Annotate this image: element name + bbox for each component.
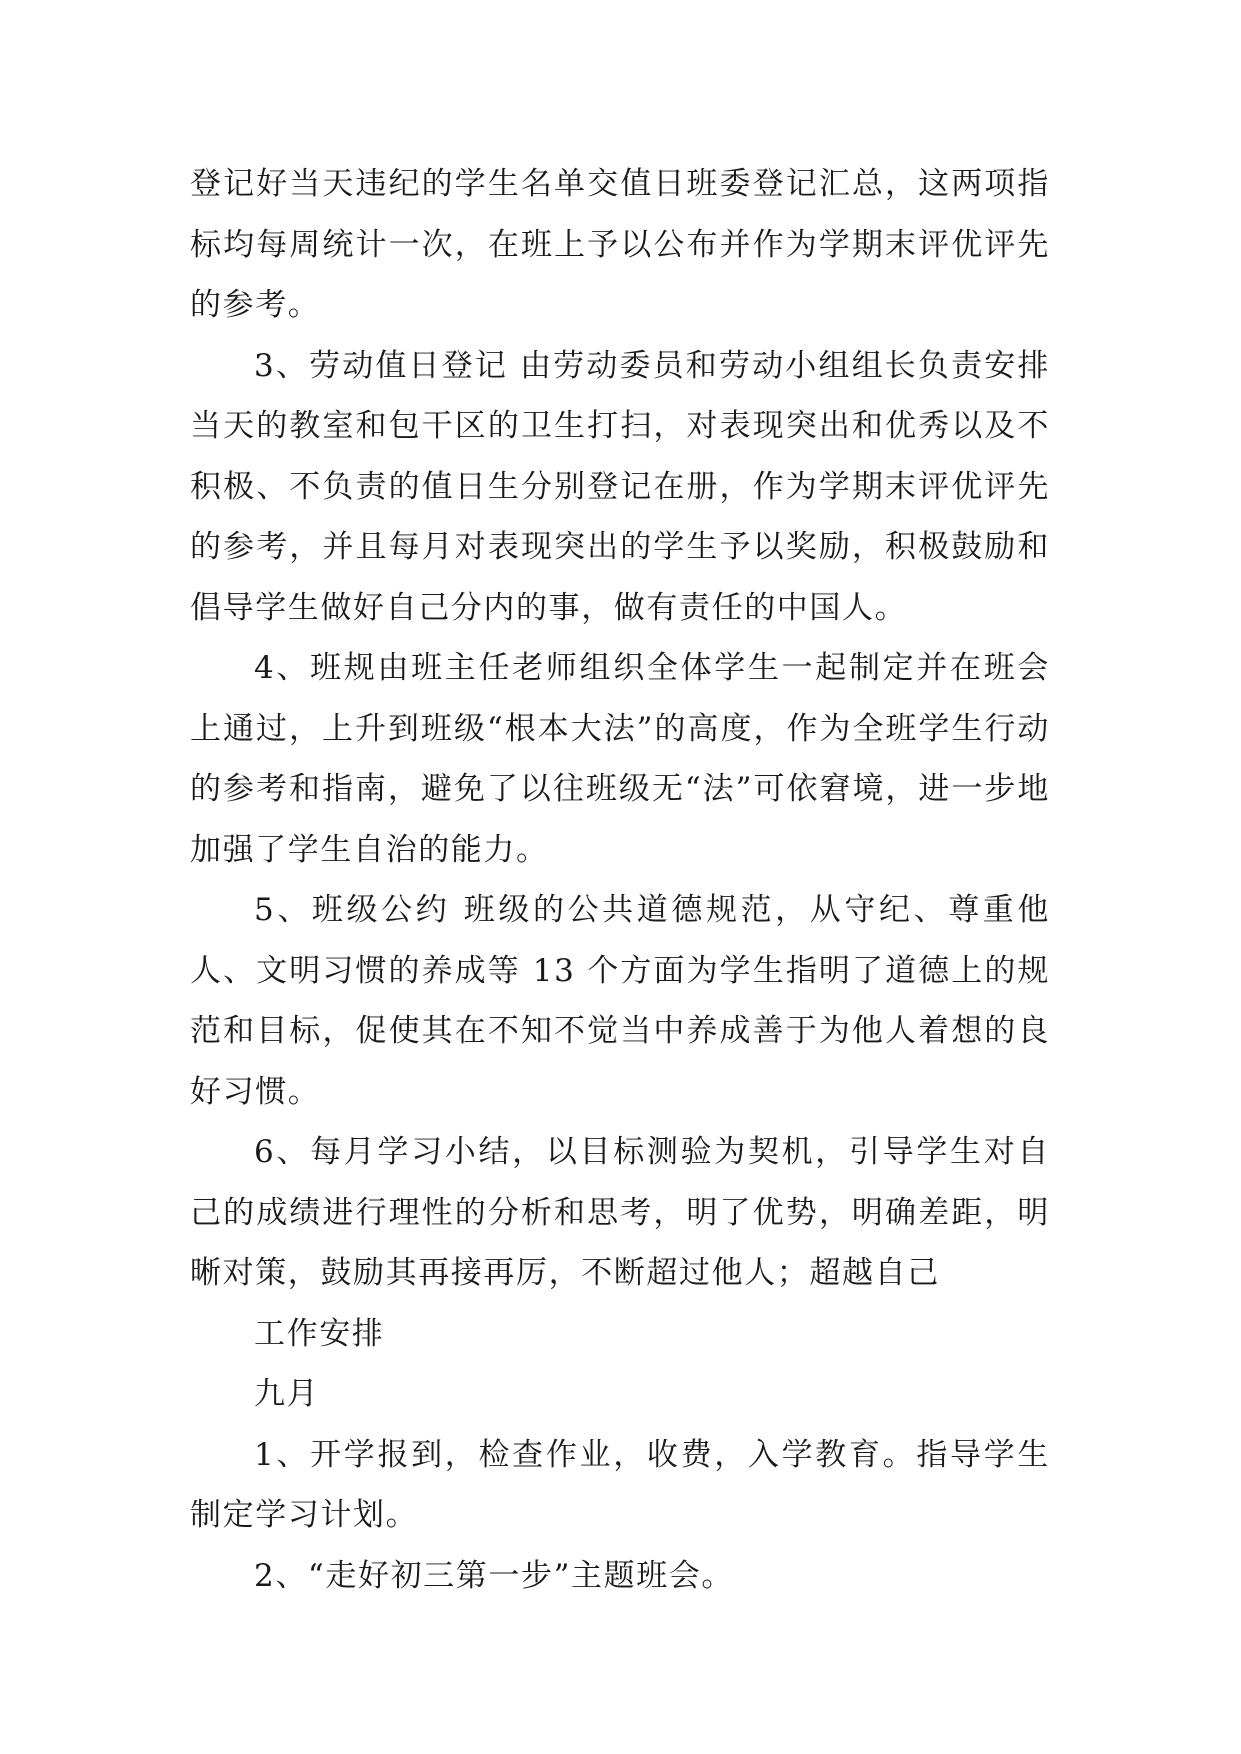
paragraph-class-rules: 4、班规由班主任老师组织全体学生一起制定并在班会上通过，上升到班级“根本大法”的高度，作为全班学生行动的参考和指南，避免了以往班级无“法”可依窘境，进一步地加强了学生自治的能力。 (190, 650, 1050, 868)
section-heading-work-plan: 工作安排 (254, 1315, 385, 1352)
list-item-theme-meeting: 2、“走好初三第一步”主题班会。 (254, 1557, 735, 1594)
paragraph-monthly-summary: 6、每月学习小结，以目标测验为契机，引导学生对自己的成绩进行理性的分析和思考，明了优势，明确差距，明晰对策，鼓励其再接再厉，不断超过他人；超越自己 (190, 1134, 1050, 1291)
paragraph-class-convention: 5、班级公约 班级的公共道德规范，从守纪、尊重他人、文明习惯的养成等 13 个方面为学生指明了道德上的规范和目标，促使其在不知不觉当中养成善于为他人着想的良好习惯。 (190, 892, 1050, 1110)
paragraph-duty-registration: 3、劳动值日登记 由劳动委员和劳动小组组长负责安排当天的教室和包干区的卫生打扫，对表现突出和优秀以及不积极、不负责的值日生分别登记在册，作为学期末评优评先的参考，并且每月对表现突出的学生予以奖励，积极鼓励和倡导学生做好自己分内的事，做有责任的中国人。 (190, 347, 1050, 626)
document-body (190, 154, 1050, 1606)
list-item-enrollment: 1、开学报到，检查作业，收费，入学教育。指导学生制定学习计划。 (190, 1436, 1050, 1533)
paragraph-continuation: 登记好当天违纪的学生名单交值日班委登记汇总，这两项指标均每周统计一次，在班上予以公布并作为学期末评优评先的参考。 (190, 166, 1050, 323)
month-heading-september: 九月 (254, 1376, 320, 1412)
